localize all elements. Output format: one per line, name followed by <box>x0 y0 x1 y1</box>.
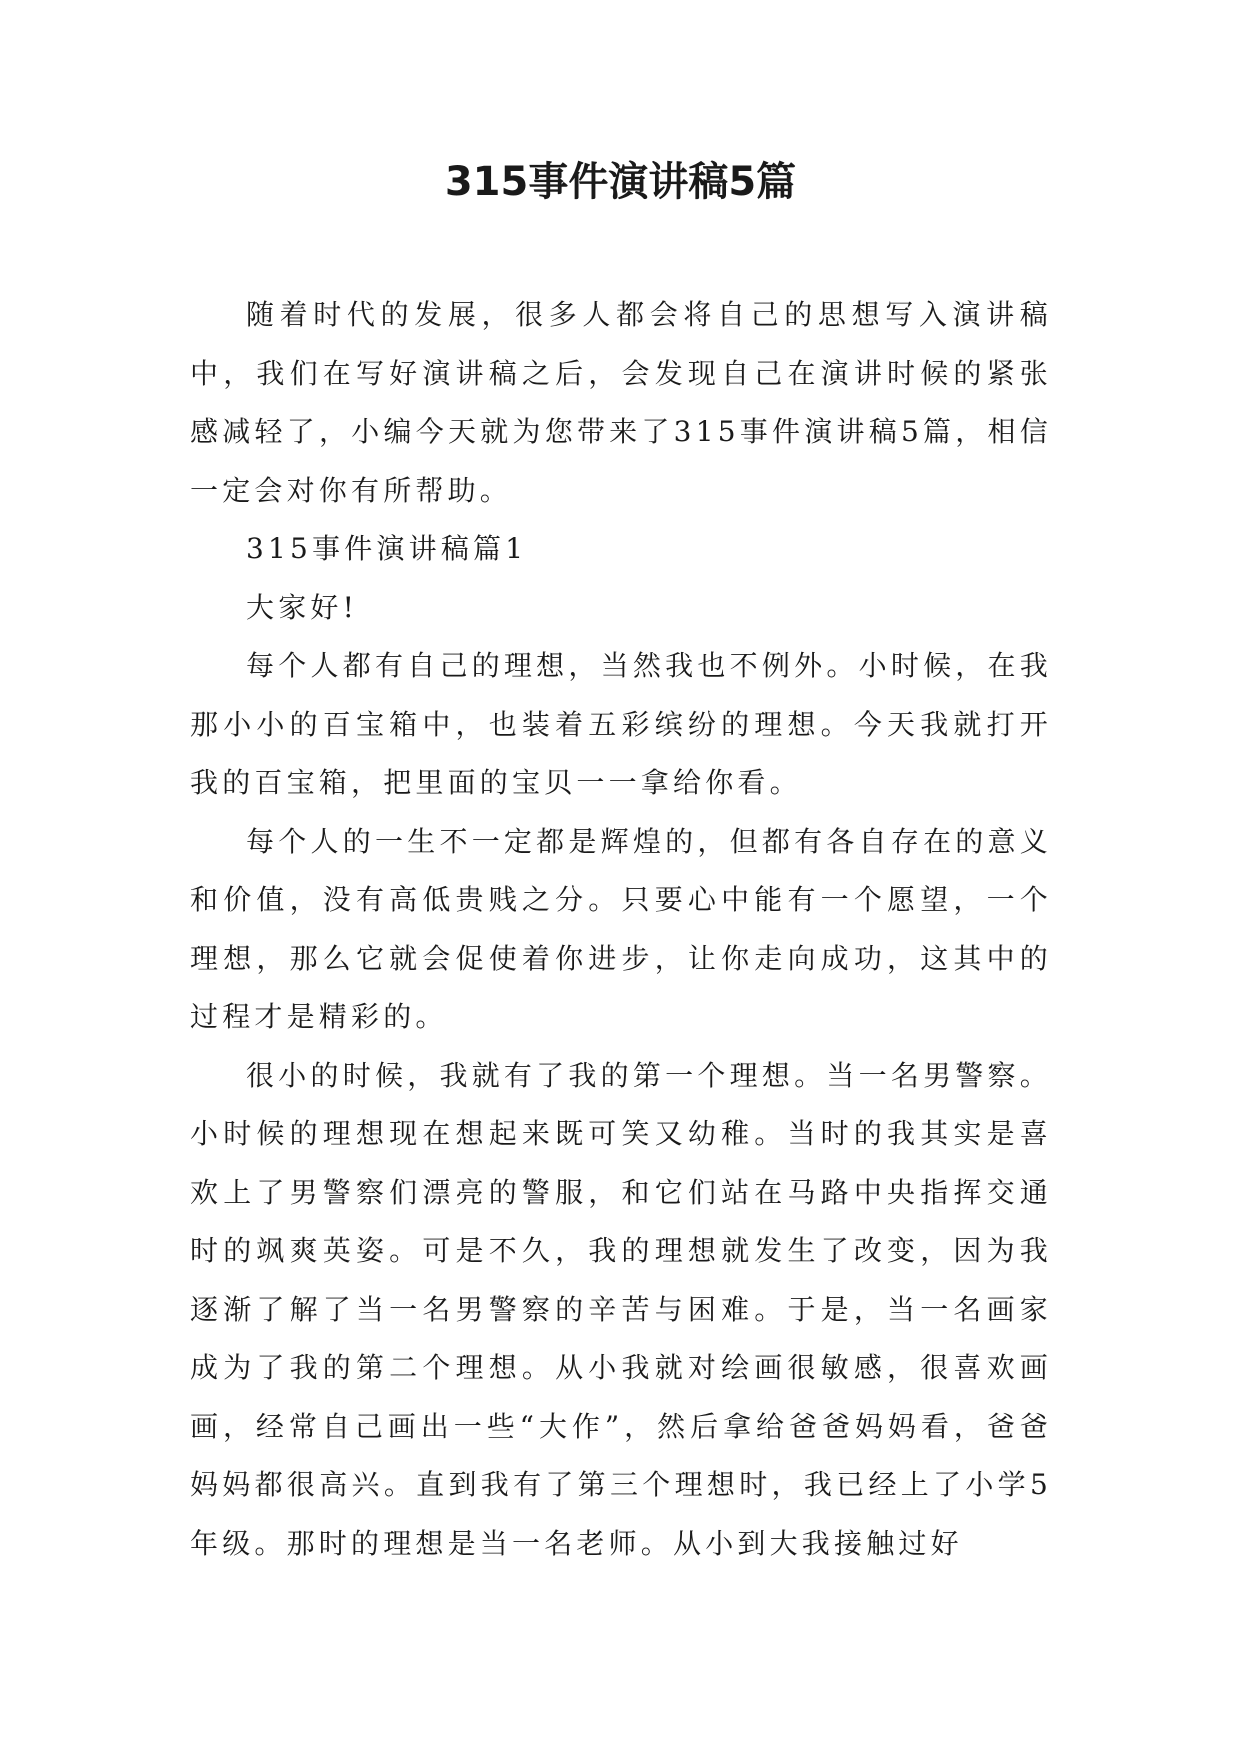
body-paragraph: 很小的时候，我就有了我的第一个理想。当一名男警察。小时候的理想现在想起来既可笑又幼稚。当时的我其实是喜欢上了男警察们漂亮的警服，和它们站在马路中央指挥交通时的飒爽英姿。可是不久，我的理想就发生了改变，因为我逐渐了解了当一名男警察的辛苦与困难。于是，当一名画家成为了我的第二个理想。从小我就对绘画很敏感，很喜欢画画，经常自己画出一些“大作”，然后拿给爸爸妈妈看，爸爸妈妈都很高兴。直到我有了第三个理想时，我已经上了小学5年级。那时的理想是当一名老师。从小到大我接触过好 <box>190 1058 1052 1560</box>
greeting-paragraph: 大家好! <box>246 590 359 624</box>
body-paragraph: 每个人都有自己的理想，当然我也不例外。小时候，在我那小小的百宝箱中，也装着五彩缤纷的理想。今天我就打开我的百宝箱，把里面的宝贝一一拿给你看。 <box>190 649 1052 799</box>
document-title: 315事件演讲稿5篇 <box>444 159 797 205</box>
section-heading: 315事件演讲稿篇1 <box>246 532 528 565</box>
body-paragraph: 每个人的一生不一定都是辉煌的，但都有各自存在的意义和价值，没有高低贵贱之分。只要心中能有一个愿望，一个理想，那么它就会促使着你进步，让你走向成功，这其中的过程才是精彩的。 <box>190 824 1052 1033</box>
document-body <box>190 286 1052 1573</box>
intro-paragraph: 随着时代的发展，很多人都会将自己的思想写入演讲稿中，我们在写好演讲稿之后，会发现自己在演讲时候的紧张感减轻了，小编今天就为您带来了315事件演讲稿5篇，相信一定会对你有所帮助。 <box>190 298 1052 507</box>
